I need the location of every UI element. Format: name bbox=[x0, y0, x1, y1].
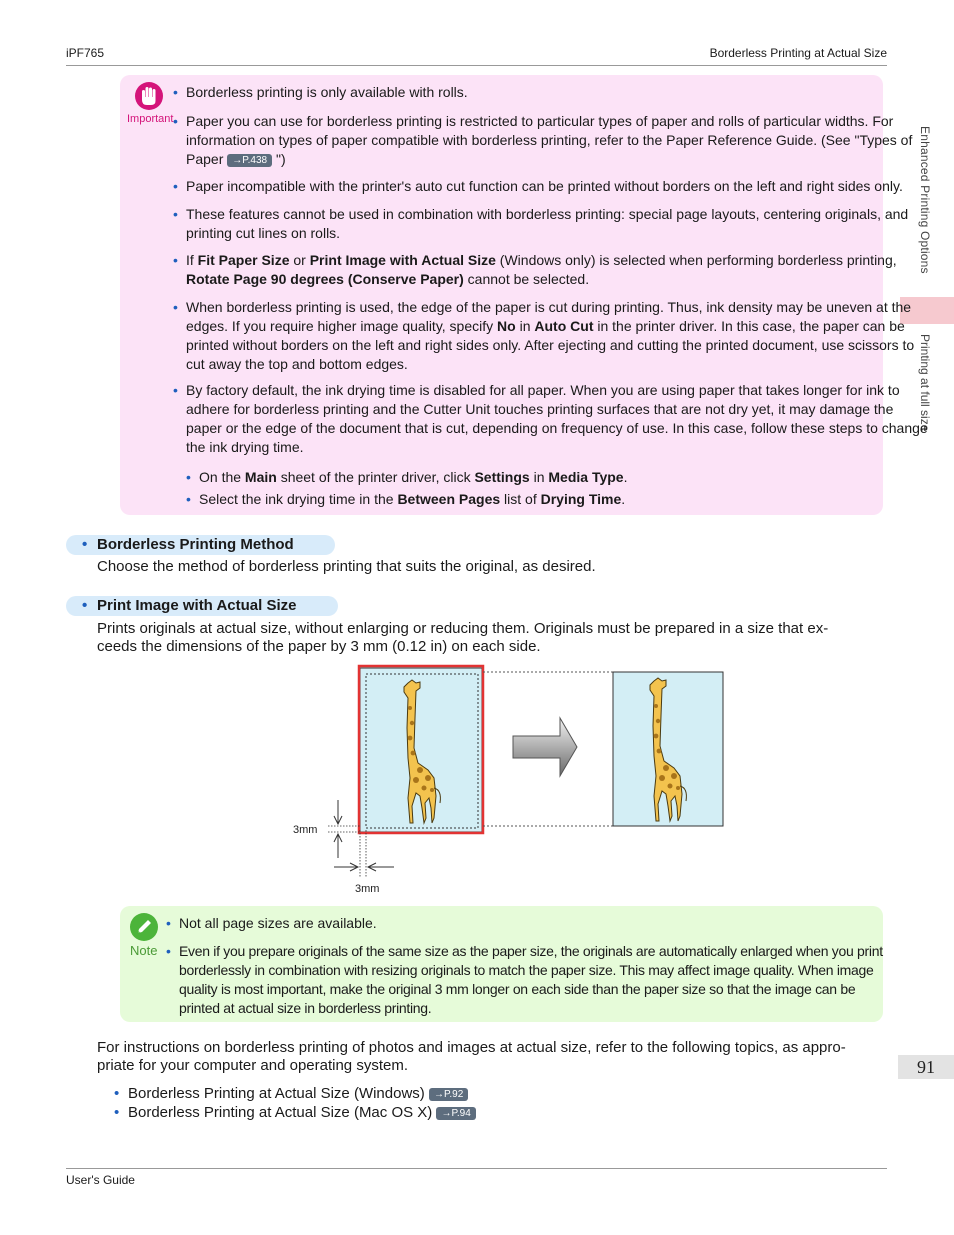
page-ref-link[interactable]: →P.438 bbox=[227, 154, 272, 167]
note-item: • Even if you prepare originals of the same size as the paper size, the originals are automatically enlarged when you print borderlessly in combination with resizing originals to match the paper size. This may affect image quality. When image quality is most important, make the original 3 mm longer on each side than the paper size so that the image can be printed at actual size in borderless printing. bbox=[166, 943, 883, 1016]
important-subitem: • Select the ink drying time in the Between Pages list of Drying Time. bbox=[186, 491, 626, 507]
section-heading-actual-size: • Print Image with Actual Size bbox=[66, 596, 338, 616]
hand-stop-icon bbox=[135, 82, 163, 110]
side-tab-section[interactable]: Printing at full size bbox=[918, 334, 932, 432]
important-item: • Paper incompatible with the printer's auto cut function can be printed without borders on the left and right sides only. bbox=[173, 178, 903, 194]
footer-label: User's Guide bbox=[66, 1173, 135, 1187]
link-windows[interactable]: • Borderless Printing at Actual Size (Windows) →P.92 bbox=[128, 1085, 468, 1103]
page-ref-link[interactable]: →P.94 bbox=[436, 1107, 475, 1120]
section2-text: Prints originals at actual size, without enlarging or reducing them. Originals must be prepared in a size that ex- ceeds the dimensions of the paper by 3 mm (0.12 in) on each side. bbox=[97, 620, 829, 655]
important-item: • Paper you can use for borderless printing is restricted to particular types of paper and rolls of particular widths. For information on types of paper compatible with borderless printing, refer to the Paper Reference Guide. (See "Types of Paper →P.438 ") bbox=[173, 113, 913, 167]
section-heading-borderless-method: • Borderless Printing Method bbox=[66, 535, 335, 555]
pencil-icon bbox=[130, 913, 158, 941]
page-ref-link[interactable]: →P.92 bbox=[429, 1088, 468, 1101]
side-tab-chapter[interactable]: Enhanced Printing Options bbox=[918, 126, 932, 274]
page-number: 91 bbox=[898, 1055, 954, 1079]
important-label: Important bbox=[127, 113, 174, 125]
dimension-label-vertical: 3mm bbox=[293, 824, 318, 836]
header-product: iPF765 bbox=[66, 46, 105, 60]
section1-text: Choose the method of borderless printing that suits the original, as desired. bbox=[97, 558, 596, 575]
note-label: Note bbox=[130, 943, 158, 958]
borderless-figure bbox=[280, 660, 740, 905]
link-mac[interactable]: • Borderless Printing at Actual Size (Mac OS X) →P.94 bbox=[128, 1104, 476, 1122]
dimension-label-horizontal: 3mm bbox=[355, 883, 380, 895]
closing-text: For instructions on borderless printing of photos and images at actual size, refer to the following topics, as appro- priate for your computer and operating system. bbox=[97, 1039, 846, 1074]
important-item: • If Fit Paper Size or Print Image with Actual Size (Windows only) is selected when performing borderless printing, Rotate Page 90 degrees (Conserve Paper) cannot be selected. bbox=[173, 252, 897, 287]
note-item: • Not all page sizes are available. bbox=[166, 915, 377, 931]
important-subitem: • On the Main sheet of the printer driver, click Settings in Media Type. bbox=[186, 469, 628, 485]
important-item: • By factory default, the ink drying time is disabled for all paper. When you are using paper that takes longer for ink to adhere for borderless printing and the Cutter Unit touches printing surfaces that are not dry yet, it may damage the paper or the edge of the document that is cut, depending on frequency of use. In this case, follow these steps to change the ink drying time. bbox=[173, 382, 928, 455]
important-item: • These features cannot be used in combination with borderless printing: special page layouts, centering originals, and printing cut lines on rolls. bbox=[173, 206, 909, 241]
important-item: • When borderless printing is used, the edge of the paper is cut during printing. Thus, ink density may be uneven at the edges. If you require higher image quality, specify No in Auto Cut in the printer driver. In this case, the paper can be printed without borders on the left and right sides only. After ejecting and cutting the printed document, use scissors to cut away the top and bottom edges. bbox=[173, 299, 915, 372]
important-item: • Borderless printing is only available with rolls. bbox=[173, 84, 468, 100]
footer-divider bbox=[66, 1168, 887, 1169]
header-divider bbox=[66, 65, 887, 66]
header-title: Borderless Printing at Actual Size bbox=[709, 46, 887, 60]
